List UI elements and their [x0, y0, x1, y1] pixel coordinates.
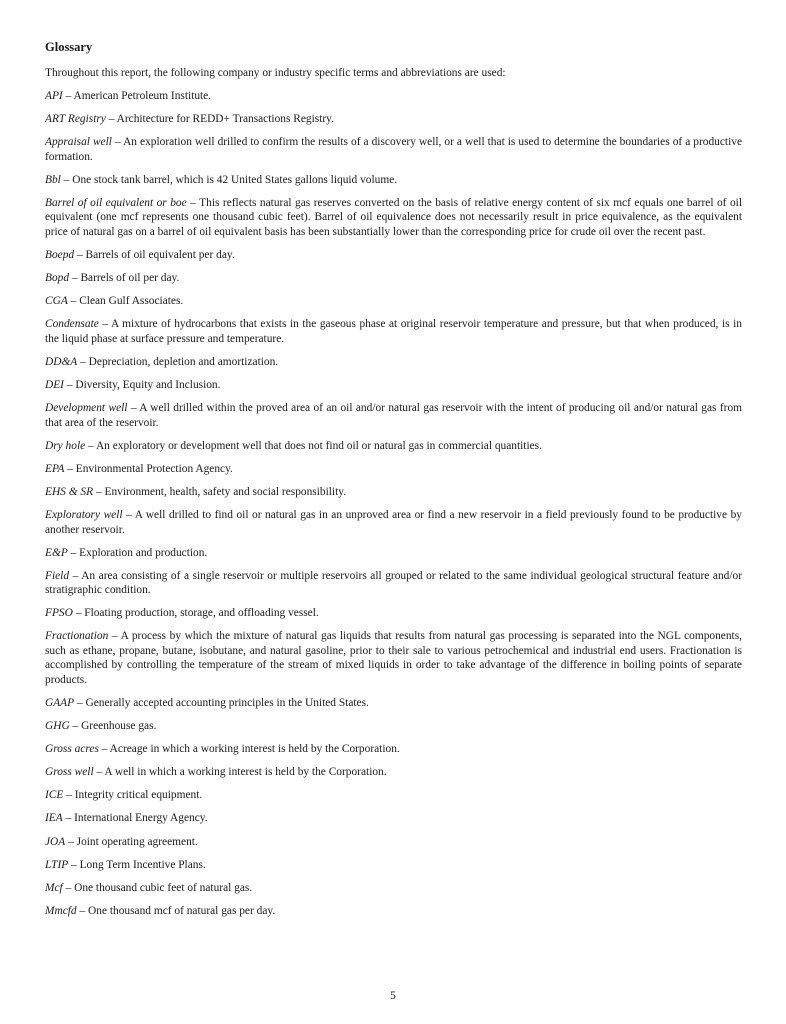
- term-separator: –: [74, 696, 86, 709]
- glossary-definition: An exploratory or development well that does not find oil or natural gas in commercial quantities.: [95, 439, 542, 452]
- glossary-term: Field: [45, 569, 70, 582]
- term-separator: –: [63, 789, 75, 802]
- glossary-term: DD&A: [45, 355, 78, 368]
- glossary-entry: [45, 569, 742, 598]
- term-separator: –: [67, 546, 80, 559]
- glossary-definition: An exploration well drilled to confirm the results of a discovery well, or a well that is used to determine the boundaries of a productive formation.: [45, 136, 743, 163]
- glossary-term: Gross acres: [45, 743, 99, 756]
- glossary-term: DEI: [45, 379, 64, 392]
- glossary-definition: Barrels of oil per day.: [80, 272, 180, 285]
- term-separator: –: [63, 379, 76, 392]
- glossary-entry: [45, 629, 742, 687]
- glossary-definition: Generally accepted accounting principles in the United States.: [85, 696, 369, 709]
- glossary-term: GAAP: [45, 696, 75, 709]
- glossary-definition: A well drilled to find oil or natural gas in an unproved area or find a new reservoir in a field previously found to be productive by another reservoir.: [45, 509, 742, 536]
- term-separator: –: [67, 295, 80, 308]
- glossary-entry: [45, 765, 742, 780]
- glossary-definition: Greenhouse gas.: [81, 720, 157, 733]
- glossary-list: [45, 89, 742, 918]
- glossary-entry: [45, 696, 742, 711]
- term-separator: –: [68, 858, 80, 871]
- glossary-definition: An area consisting of a single reservoir or multiple reservoirs all grouped or related to the same individual geological structural feature and/or stratigraphic condition.: [45, 569, 742, 597]
- glossary-definition: This reflects natural gas reserves converted on the basis of relative energy content of six mcf equals one barrel of oil equivalent (one mcf represents one thousand cubic feet). Barrel of oil equivalence does not necessarily result in price equivalence, as the equivalent price of natural gas on a barrel of oil equivalent basis has been substantially lower than the corresponding price for crude oil over the recent past.: [45, 196, 742, 238]
- glossary-entry: [45, 112, 742, 127]
- glossary-term: LTIP: [45, 858, 69, 871]
- glossary-term: ICE: [45, 789, 64, 802]
- glossary-definition: Diversity, Equity and Inclusion.: [75, 379, 221, 392]
- glossary-entry: [45, 89, 742, 104]
- glossary-entry: [45, 317, 742, 346]
- term-separator: –: [62, 881, 75, 894]
- term-separator: –: [98, 318, 111, 331]
- glossary-entry: [45, 439, 742, 454]
- glossary-entry: [45, 508, 742, 537]
- term-separator: –: [74, 249, 86, 262]
- glossary-definition: Clean Gulf Associates.: [79, 295, 184, 308]
- glossary-term: Mcf: [45, 881, 63, 894]
- glossary-definition: Environmental Protection Agency.: [75, 462, 233, 475]
- glossary-term: Bbl: [45, 173, 61, 186]
- term-separator: –: [69, 720, 82, 733]
- term-separator: –: [65, 835, 77, 848]
- glossary-entry: [45, 811, 742, 826]
- glossary-definition: Exploration and production.: [79, 546, 208, 559]
- term-separator: –: [122, 509, 135, 521]
- glossary-entry: [45, 485, 742, 500]
- glossary-entry: [45, 196, 742, 240]
- term-separator: –: [108, 630, 121, 643]
- glossary-definition: A mixture of hydrocarbons that exists in the gaseous phase at original reservoir temperature and pressure, but that when produced, is in the liquid phase at surface pressure and temperature.: [45, 318, 742, 345]
- glossary-term: Barrel of oil equivalent or boe: [45, 196, 187, 209]
- term-separator: –: [105, 113, 117, 126]
- term-separator: –: [76, 904, 89, 917]
- term-separator: –: [62, 812, 75, 825]
- glossary-entry: [45, 788, 742, 803]
- glossary-term: IEA: [45, 812, 63, 825]
- glossary-definition: A process by which the mixture of natural gas liquids that results from natural gas processing is separated into the NGL components, such as ethane, propane, butane, isobutane, and natural gasoline, prior to their sale to various petrochemical and industrial end users. Fractionation is accomplished by controlling the temperature of the stream of mixed liquids in order to take advantage of the difference in boiling points of separate products.: [45, 630, 743, 686]
- glossary-definition: A well in which a working interest is held by the Corporation.: [104, 766, 387, 779]
- glossary-entry: [45, 378, 742, 393]
- glossary-term: EPA: [45, 462, 65, 475]
- term-separator: –: [62, 90, 74, 103]
- glossary-definition: One stock tank barrel, which is 42 United States gallons liquid volume.: [72, 173, 398, 186]
- glossary-entry: [45, 835, 742, 850]
- term-separator: –: [93, 766, 105, 779]
- glossary-term: EHS & SR: [45, 485, 94, 498]
- glossary-term: Boepd: [45, 249, 75, 262]
- glossary-entry: [45, 881, 742, 896]
- glossary-definition: Long Term Incentive Plans.: [79, 858, 206, 871]
- term-separator: –: [127, 402, 140, 415]
- glossary-term: Mmcfd: [45, 904, 77, 917]
- page-number: 5: [390, 990, 396, 1002]
- term-separator: –: [77, 355, 89, 368]
- glossary-term: Exploratory well: [45, 509, 123, 521]
- glossary-heading: Glossary: [45, 40, 93, 54]
- term-separator: –: [98, 743, 110, 756]
- term-separator: –: [85, 439, 96, 452]
- glossary-entry: [45, 401, 742, 430]
- glossary-definition: Architecture for REDD+ Transactions Registry.: [116, 113, 334, 126]
- glossary-entry: [45, 294, 742, 309]
- glossary-term: GHG: [45, 720, 70, 733]
- glossary-term: E&P: [45, 546, 68, 559]
- term-separator: –: [111, 136, 124, 149]
- glossary-entry: [45, 606, 742, 621]
- glossary-term: Dry hole: [45, 439, 86, 452]
- glossary-entry: [45, 135, 742, 164]
- glossary-definition: Integrity critical equipment.: [74, 789, 203, 802]
- term-separator: –: [93, 485, 105, 498]
- glossary-entry: [45, 173, 742, 188]
- glossary-definition: International Energy Agency.: [74, 812, 208, 825]
- document-page: [45, 40, 742, 927]
- term-separator: –: [69, 272, 81, 285]
- glossary-term: Bopd: [45, 272, 70, 285]
- glossary-entry: [45, 271, 742, 286]
- glossary-term: FPSO: [45, 607, 73, 620]
- glossary-definition: American Petroleum Institute.: [73, 90, 212, 103]
- glossary-definition: Environment, health, safety and social responsibility.: [104, 485, 347, 498]
- glossary-entry: [45, 546, 742, 561]
- glossary-entry: [45, 355, 742, 370]
- glossary-term: Gross well: [45, 766, 94, 779]
- glossary-term: ART Registry: [45, 113, 106, 126]
- term-separator: –: [64, 462, 76, 475]
- glossary-term: JOA: [45, 835, 66, 848]
- glossary-definition: Acreage in which a working interest is held by the Corporation.: [109, 743, 400, 756]
- glossary-term: Development well: [45, 402, 128, 415]
- term-separator: –: [60, 173, 73, 186]
- glossary-entry: [45, 719, 742, 734]
- glossary-entry: [45, 462, 742, 477]
- glossary-definition: Depreciation, depletion and amortization.: [88, 355, 279, 368]
- glossary-definition: One thousand mcf of natural gas per day.: [88, 904, 276, 917]
- glossary-definition: One thousand cubic feet of natural gas.: [74, 881, 253, 894]
- glossary-definition: Floating production, storage, and offloading vessel.: [84, 607, 319, 620]
- glossary-term: CGA: [45, 295, 68, 308]
- glossary-term: Fractionation: [45, 630, 109, 643]
- glossary-entry: [45, 858, 742, 873]
- glossary-term: Appraisal well: [45, 136, 112, 149]
- glossary-term: API: [45, 90, 63, 103]
- term-separator: –: [69, 569, 82, 582]
- glossary-entry: [45, 904, 742, 919]
- glossary-entry: [45, 248, 742, 263]
- glossary-intro: Throughout this report, the following company or industry specific terms and abbreviations are used:: [45, 67, 506, 79]
- glossary-term: Condensate: [45, 318, 99, 331]
- term-separator: –: [72, 607, 85, 620]
- glossary-entry: [45, 742, 742, 757]
- term-separator: –: [186, 196, 200, 209]
- glossary-definition: Joint operating agreement.: [76, 835, 198, 848]
- glossary-definition: Barrels of oil equivalent per day.: [85, 249, 235, 262]
- glossary-definition: A well drilled within the proved area of an oil and/or natural gas reservoir with the intent of producing oil and/or natural gas from that area of the reservoir.: [45, 402, 743, 429]
